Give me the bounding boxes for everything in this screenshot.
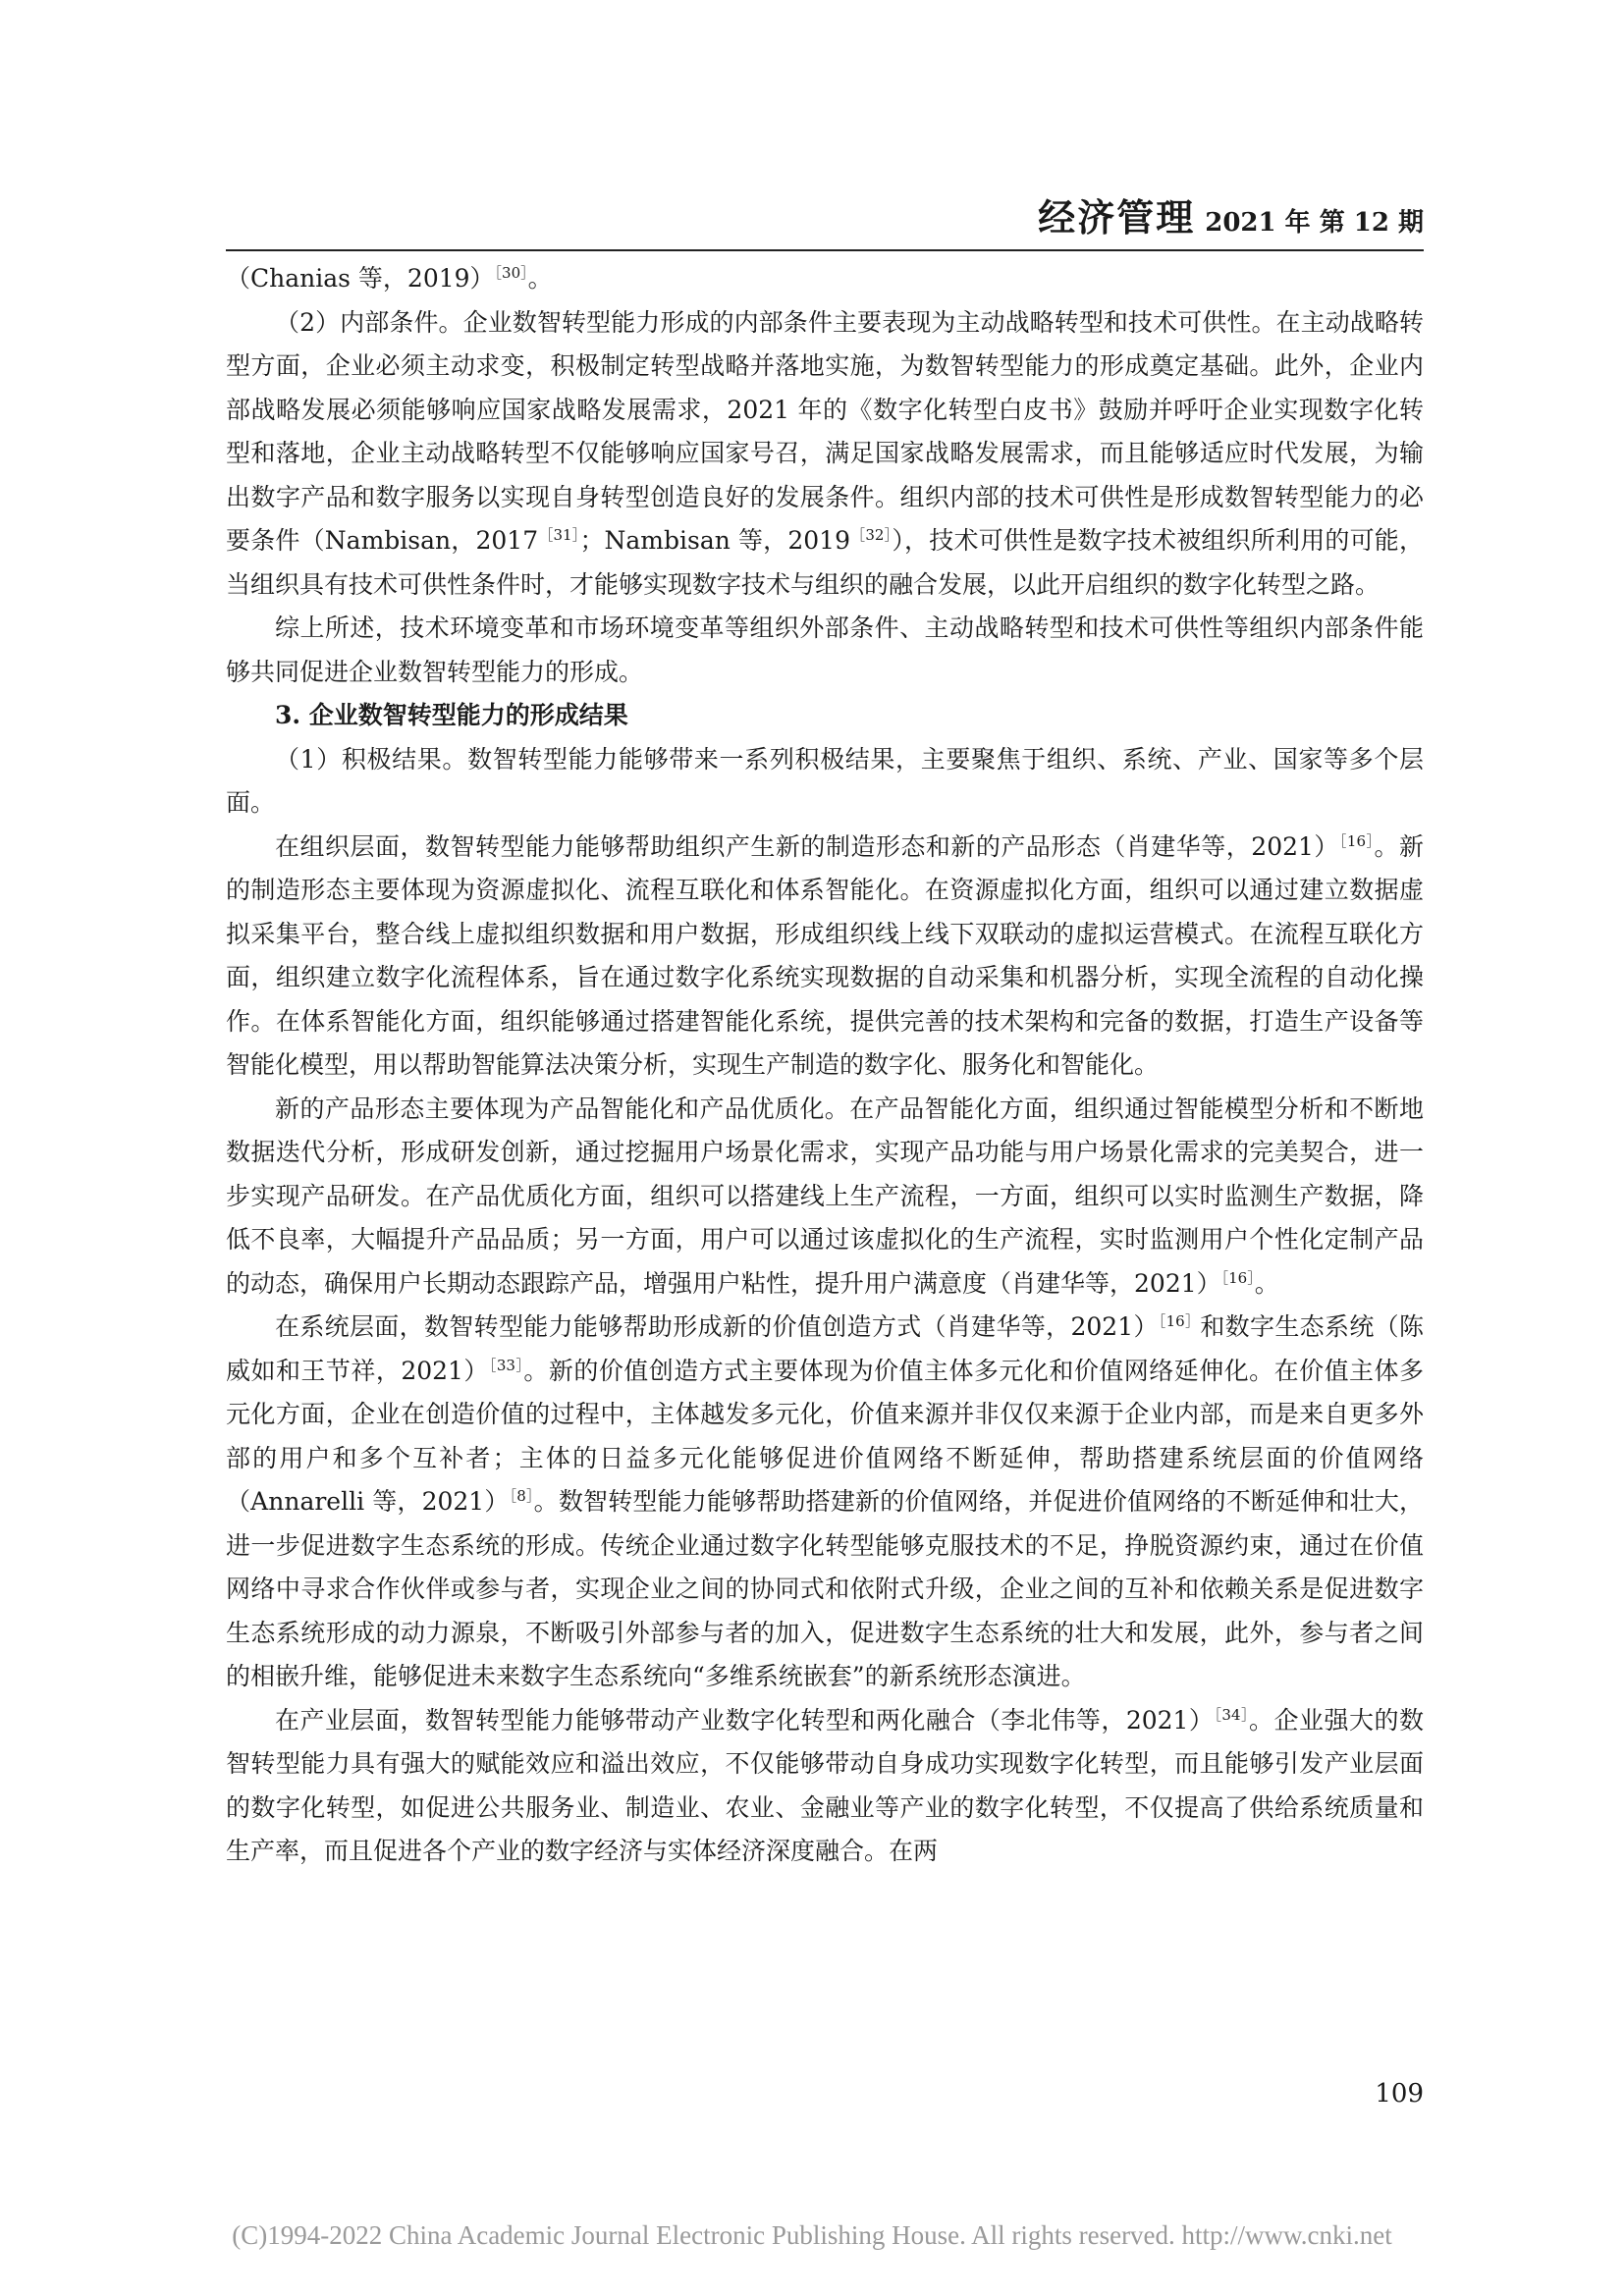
- text-run: 综上所述，技术环境变革和市场环境变革等组织外部条件、主动战略转型和技术可供性等组织内部条件能够共同促进企业数智转型能力的形成。: [226, 614, 1424, 686]
- citation-ref: ［16］: [1158, 1312, 1201, 1330]
- section-heading: [226, 694, 1424, 738]
- copyright-footer: (C)1994-2022 China Academic Journal Electronic Publishing House. All rights reserved. http://www.cnki.net: [232, 2220, 1392, 2250]
- text-run: （Chanias 等，2019）: [226, 264, 495, 293]
- text-run: 新的产品形态主要体现为产品智能化和产品优质化。在产品智能化方面，组织通过智能模型分析和不断地数据迭代分析，形成研发创新，通过挖掘用户场景化需求，实现产品功能与用户场景化需求的完美契合，进一步实现产品研发。在产品优质化方面，组织可以搭建线上生产流程，一方面，组织可以实时监测生产数据，降低不良率，大幅提升产品品质；另一方面，用户可以通过该虚拟化的生产流程，实时监测用户个性化定制产品的动态，确保用户长期动态跟踪产品，增强用户粘性，提升用户满意度（肖建华等，2021）: [226, 1094, 1424, 1298]
- text-run: 。新的制造形态主要体现为资源虚拟化、流程互联化和体系智能化。在资源虚拟化方面，组织可以通过建立数据虚拟采集平台，整合线上虚拟组织数据和用户数据，形成组织线上线下双联动的虚拟运营模式。在流程互联化方面，组织建立数字化流程体系，旨在通过数字化系统实现数据的自动采集和机器分析，实现全流程的自动化操作。在体系智能化方面，组织能够通过搭建智能化系统，提供完善的技术架构和完备的数据，打造生产设备等智能化模型，用以帮助智能算法决策分析，实现生产制造的数字化、服务化和智能化。: [226, 831, 1424, 1079]
- running-header: [226, 192, 1424, 251]
- paragraph: [226, 1306, 1424, 1699]
- citation-ref: ［31］: [538, 526, 580, 544]
- paragraph: [226, 301, 1424, 608]
- paragraph: [226, 607, 1424, 694]
- text-run: 。: [527, 264, 553, 293]
- citation-ref: ［16］: [1220, 1268, 1255, 1287]
- paragraph: [226, 1088, 1424, 1307]
- text-run: 。新的价值创造方式主要体现为价值主体多元化和价值网络延伸化。在价值主体多元化方面，企业在创造价值的过程中，主体越发多元化，价值来源并非仅仅来源于企业内部，而是来自更多外部的用户和多个互补者；主体的日益多元化能够促进价值网络不断延伸，帮助搭建系统层面的价值网络（Annarelli 等，2021）: [226, 1356, 1424, 1516]
- paragraph: [226, 1699, 1424, 1874]
- article-body: [226, 257, 1424, 1874]
- citation-ref: ［8］: [509, 1487, 534, 1505]
- issue-label: 2021 年 第 12 期: [1205, 208, 1424, 238]
- page-number: 109: [1375, 2079, 1424, 2109]
- text-run: ；Nambisan 等，2019: [579, 526, 850, 555]
- text-run: 在产业层面，数智转型能力能够带动产业数字化转型和两化融合（李北伟等，2021）: [275, 1705, 1215, 1735]
- text-run: 在组织层面，数智转型能力能够帮助组织产生新的制造形态和新的产品形态（肖建华等，2021）: [275, 831, 1339, 861]
- journal-name: 经济管理: [1038, 195, 1196, 240]
- text-run: 。企业强大的数智转型能力具有强大的赋能效应和溢出效应，不仅能够带动自身成功实现数字化转型，而且能够引发产业层面的数字化转型，如促进公共服务业、制造业、农业、金融业等产业的数字化转型，不仅提高了供给系统质量和生产率，而且促进各个产业的数字经济与实体经济深度融合。在两: [226, 1705, 1424, 1865]
- text-run: ），技术可供性是数字技术被组织所利用的可能，当组织具有技术可供性条件时，才能够实现数字技术与组织的融合发展，以此开启组织的数字化转型之路。: [226, 526, 1424, 599]
- text-run: 和数字生态系统（陈威如和王节祥，2021）: [226, 1312, 1424, 1385]
- paragraph: [226, 257, 1424, 301]
- text-run: 。: [1254, 1268, 1279, 1298]
- citation-ref: ［34］: [1214, 1705, 1250, 1724]
- citation-ref: ［33］: [488, 1356, 524, 1374]
- paragraph: [226, 826, 1424, 1088]
- text-run: （1）积极结果。数智转型能力能够带来一系列积极结果，主要聚焦于组织、系统、产业、国家等多个层面。: [226, 744, 1424, 817]
- text-run: 3. 企业数智转型能力的形成结果: [275, 701, 628, 729]
- paragraph: [226, 738, 1424, 826]
- citation-ref: ［30］: [494, 264, 528, 282]
- text-run: （2）内部条件。企业数智转型能力形成的内部条件主要表现为主动战略转型和技术可供性。在主动战略转型方面，企业必须主动求变，积极制定转型战略并落地实施，为数智转型能力的形成奠定基础。此外，企业内部战略发展必须能够响应国家战略发展需求，2021 年的《数字化转型白皮书》鼓励并呼吁企业实现数字化转型和落地，企业主动战略转型不仅能够响应国家号召，满足国家战略发展需求，而且能够适应时代发展，为输出数字产品和数字服务以实现自身转型创造良好的发展条件。组织内部的技术可供性是形成数智转型能力的必要条件（Nambisan，2017: [226, 307, 1424, 555]
- header-right: [1038, 187, 1424, 241]
- text-run: 在系统层面，数智转型能力能够帮助形成新的价值创造方式（肖建华等，2021）: [275, 1312, 1159, 1341]
- citation-ref: ［16］: [1338, 831, 1375, 850]
- text-run: 。数智转型能力能够帮助搭建新的价值网络，并促进价值网络的不断延伸和壮大，进一步促进数字生态系统的形成。传统企业通过数字化转型能够克服技术的不足，挣脱资源约束，通过在价值网络中寻求合作伙伴或参与者，实现企业之间的协同式和依附式升级，企业之间的互补和依赖关系是促进数字生态系统形成的动力源泉，不断吸引外部参与者的加入，促进数字生态系统的壮大和发展，此外，参与者之间的相嵌升维，能够促进未来数字生态系统向“多维系统嵌套”的新系统形态演进。: [226, 1487, 1424, 1690]
- citation-ref: ［32］: [849, 526, 893, 544]
